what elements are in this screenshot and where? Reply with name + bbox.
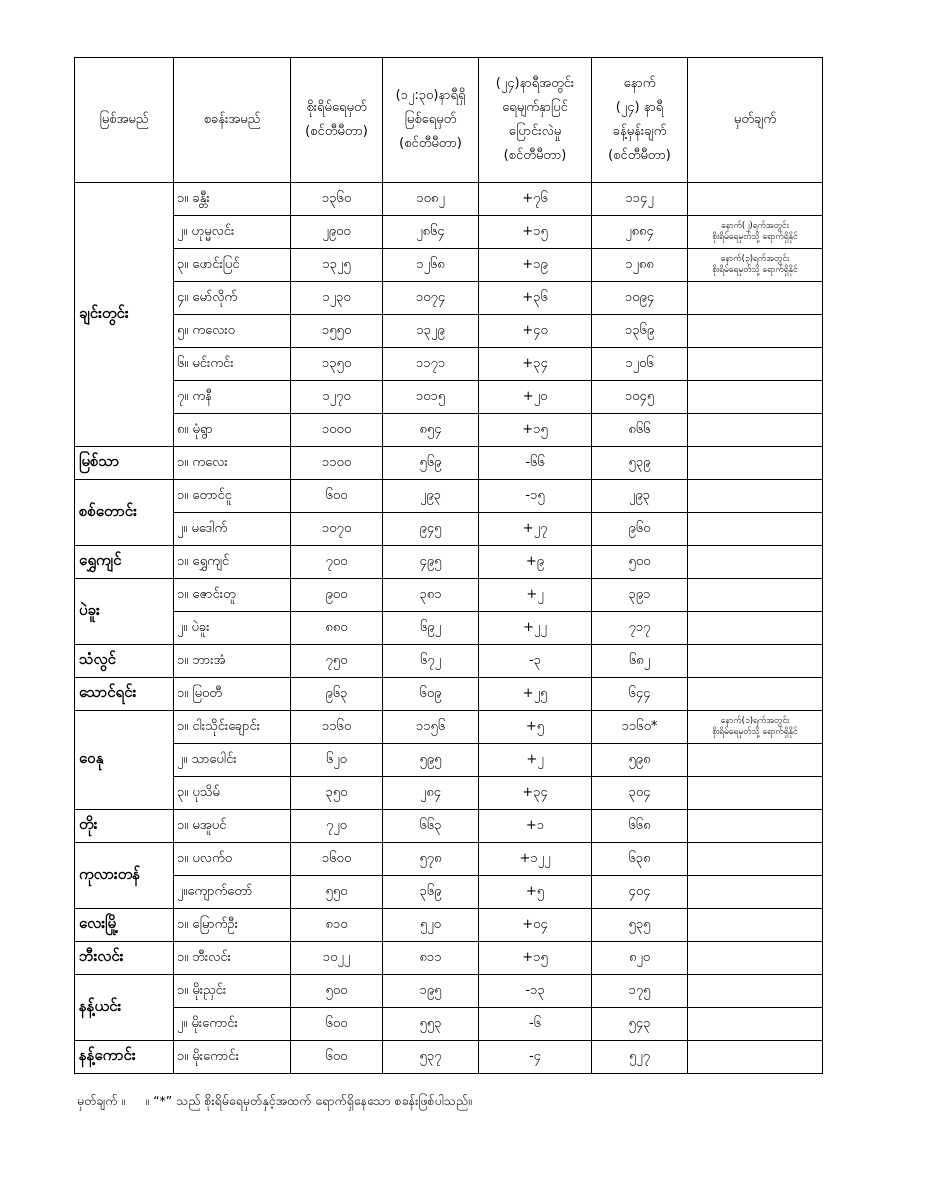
station-name-cell: ၂။ မိုးကောင်း: [174, 1008, 291, 1041]
station-name-cell: ၅။ ကလေးဝ: [174, 315, 291, 348]
header-remarks: [688, 58, 823, 183]
remark-cell: [688, 678, 823, 711]
table-row: [75, 843, 823, 876]
table-row: [75, 975, 823, 1008]
river-name-cell: ဝေနု: [75, 711, 174, 810]
change-cell: -၁၅: [479, 480, 592, 513]
station-name-cell: ၂။ သာပေါင်း: [174, 744, 291, 777]
river-name-cell: ရွှေကျင်: [75, 546, 174, 579]
current-level-cell: ၂၈၄: [383, 777, 479, 810]
forecast-cell: ၆၄၄: [592, 678, 688, 711]
change-cell: +၂: [479, 744, 592, 777]
danger-level-cell: ၁၅၅၀: [291, 315, 383, 348]
remark-line: စိုးရိမ်ရေမှတ်သို့ ရောက်ရှိနိုင်: [712, 232, 798, 242]
table-row: [75, 711, 823, 744]
header-line: (စင်တီမီတာ): [503, 148, 567, 163]
remark-cell: [688, 315, 823, 348]
danger-level-cell: ၁၂၇၀: [291, 381, 383, 414]
danger-level-cell: ၁၂၃၀: [291, 282, 383, 315]
danger-level-cell: ၆၀၀: [291, 1041, 383, 1074]
river-name-cell: နန့်ကောင်း: [75, 1041, 174, 1074]
station-name-cell: ၄။ မော်လိုက်: [174, 282, 291, 315]
water-level-table: [74, 57, 823, 1074]
flood-forecast-sheet: [74, 57, 822, 1074]
table-row: [75, 381, 823, 414]
change-cell: +၁၅: [479, 216, 592, 249]
danger-level-cell: ၉၀၀: [291, 579, 383, 612]
forecast-cell: ၁၀၄၅: [592, 381, 688, 414]
station-name-cell: ၇။ ကနီ: [174, 381, 291, 414]
current-level-cell: ၉၄၅: [383, 513, 479, 546]
station-name-cell: ၁။ မိုးကောင်း: [174, 1041, 291, 1074]
remark-cell: [688, 546, 823, 579]
table-row: [75, 1008, 823, 1041]
station-name-cell: ၁။ ကလေး: [174, 447, 291, 480]
danger-level-cell: ၅၀၀: [291, 975, 383, 1008]
table-row: [75, 579, 823, 612]
current-level-cell: ၈၁၁: [383, 942, 479, 975]
current-level-cell: ၁၉၅: [383, 975, 479, 1008]
table-row: [75, 678, 823, 711]
remark-cell: [688, 777, 823, 810]
forecast-cell: ၁၂၈၈: [592, 249, 688, 282]
station-name-cell: ၁။ မြောက်ဦး: [174, 909, 291, 942]
change-cell: +၁၅: [479, 942, 592, 975]
station-name-cell: ၁။ ဘားအံ: [174, 645, 291, 678]
forecast-cell: ၅၃၉: [592, 447, 688, 480]
current-level-cell: ၃၈၁: [383, 579, 479, 612]
current-level-cell: ၈၅၄: [383, 414, 479, 447]
table-row: [75, 777, 823, 810]
change-cell: +၁၅: [479, 414, 592, 447]
table-row: [75, 810, 823, 843]
station-name-cell: ၃။ ဖောင်းပြင်: [174, 249, 291, 282]
header-line: (စင်တီမီတာ): [608, 148, 671, 163]
danger-level-cell: ၇၀၀: [291, 546, 383, 579]
forecast-cell: ၂၉၃: [592, 480, 688, 513]
header-river-name: [75, 58, 174, 183]
header-line: နောက်: [623, 76, 656, 91]
change-cell: +၅: [479, 711, 592, 744]
remark-line: စိုးရိမ်ရေမှတ်သို့ ရောက်ရှိနိုင်: [712, 265, 798, 275]
forecast-cell: ၆၈၂: [592, 645, 688, 678]
station-name-cell: ၃။ ပုသိမ်: [174, 777, 291, 810]
header-line: မြစ်အမည်: [99, 112, 149, 127]
current-level-cell: ၅၉၅: [383, 744, 479, 777]
current-level-cell: ၁၀၇၄: [383, 282, 479, 315]
forecast-cell: ၁၁၄၂: [592, 183, 688, 216]
current-level-cell: ၆၆၃: [383, 810, 479, 843]
danger-level-cell: ၆၀၀: [291, 1008, 383, 1041]
change-cell: +၂၅: [479, 678, 592, 711]
header-line: စခန်းအမည်: [203, 112, 261, 127]
remark-cell: [688, 282, 823, 315]
danger-level-cell: ၁၁၀၀: [291, 447, 383, 480]
river-name-cell: တိုး: [75, 810, 174, 843]
change-cell: +၃၆: [479, 282, 592, 315]
remark-cell: [688, 711, 823, 744]
remark-cell: [688, 942, 823, 975]
current-level-cell: ၁၀၈၂: [383, 183, 479, 216]
header-line: စိုးရိမ်ရေမှတ်: [306, 100, 367, 115]
danger-level-cell: ၁၀၀၀: [291, 414, 383, 447]
header-line: (စင်တီမီတာ): [305, 124, 368, 139]
header-line: (စင်တီမီတာ): [399, 136, 462, 151]
remark-cell: [688, 876, 823, 909]
station-name-cell: ၁။ မအူပင်: [174, 810, 291, 843]
danger-level-cell: ၃၅၀: [291, 777, 383, 810]
station-name-cell: ၆။ မင်းကင်း: [174, 348, 291, 381]
forecast-cell: ၈၆၆: [592, 414, 688, 447]
change-cell: +၂၂: [479, 612, 592, 645]
table-row: [75, 645, 823, 678]
current-level-cell: ၂၈၆၄: [383, 216, 479, 249]
current-level-cell: ၅၂၀: [383, 909, 479, 942]
forecast-cell: ၉၆၀: [592, 513, 688, 546]
change-cell: +၂၇: [479, 513, 592, 546]
header-current-level: [383, 58, 479, 183]
forecast-cell: ၂၈၈၄: [592, 216, 688, 249]
change-cell: +၂၀: [479, 381, 592, 414]
forecast-cell: ၅၀၀: [592, 546, 688, 579]
table-row: [75, 942, 823, 975]
river-name-cell: သံလွင်: [75, 645, 174, 678]
current-level-cell: ၁၂၆၈: [383, 249, 479, 282]
table-row: [75, 876, 823, 909]
forecast-cell: ၁၇၅: [592, 975, 688, 1008]
table-row: [75, 414, 823, 447]
table-row: [75, 216, 823, 249]
danger-level-cell: ၁၃၆၀: [291, 183, 383, 216]
forecast-cell: ၃၉၁: [592, 579, 688, 612]
danger-level-cell: ၁၁၆၀: [291, 711, 383, 744]
remark-cell: [688, 348, 823, 381]
change-cell: -၄: [479, 1041, 592, 1074]
header-line: (၂၄)နာရီအတွင်း: [495, 76, 575, 91]
remark-cell: [688, 645, 823, 678]
danger-level-cell: ၉၆၃: [291, 678, 383, 711]
river-name-cell: မြစ်သာ: [75, 447, 174, 480]
table-row: [75, 513, 823, 546]
change-cell: +၃၄: [479, 777, 592, 810]
remark-cell: [688, 810, 823, 843]
station-name-cell: ၁။ မြဝတီ: [174, 678, 291, 711]
station-name-cell: ၁။ ခန္တီး: [174, 183, 291, 216]
remark-cell: [688, 579, 823, 612]
table-row: [75, 1041, 823, 1074]
header-line: မှတ်ချက်: [733, 112, 777, 127]
current-level-cell: ၁၁၇၁: [383, 348, 479, 381]
table-row: [75, 282, 823, 315]
river-name-cell: ချင်းတွင်း: [75, 183, 174, 447]
current-level-cell: ၆၉၂: [383, 612, 479, 645]
river-name-cell: ပဲခူး: [75, 579, 174, 645]
change-cell: -၁၃: [479, 975, 592, 1008]
header-line: ရေမျက်နှာပြင်: [502, 100, 568, 115]
remark-cell: [688, 843, 823, 876]
table-row: [75, 744, 823, 777]
remark-line: နောက်(၂)ရက်အတွင်း: [721, 221, 789, 231]
current-level-cell: ၆၇၂: [383, 645, 479, 678]
remark-cell: [688, 381, 823, 414]
current-level-cell: ၄၉၅: [383, 546, 479, 579]
table-row: [75, 315, 823, 348]
change-cell: +၁၂၂: [479, 843, 592, 876]
river-name-cell: သောင်ရင်း: [75, 678, 174, 711]
table-row: [75, 546, 823, 579]
danger-level-cell: ၁၀၂၂: [291, 942, 383, 975]
remark-cell: [688, 480, 823, 513]
table-row: [75, 909, 823, 942]
change-cell: +၅: [479, 876, 592, 909]
forecast-cell: ၁၁၆၀*: [592, 711, 688, 744]
danger-level-cell: ၁၀၇၀: [291, 513, 383, 546]
header-line: (၁၂:၃၀)နာရီရှိ: [395, 88, 466, 103]
forecast-cell: ၅၃၅: [592, 909, 688, 942]
station-name-cell: ၁။ ငါးသိုင်းချောင်း: [174, 711, 291, 744]
river-name-cell: လေးမြို့: [75, 909, 174, 942]
danger-level-cell: ၂၉၀၀: [291, 216, 383, 249]
station-name-cell: ၂။ မဒေါက်: [174, 513, 291, 546]
header-24h-forecast: [592, 58, 688, 183]
station-name-cell: ၁။ ဘီးလင်း: [174, 942, 291, 975]
remark-cell: [688, 183, 823, 216]
remark-cell: [688, 909, 823, 942]
change-cell: +၇၆: [479, 183, 592, 216]
danger-level-cell: ၇၅၀: [291, 645, 383, 678]
change-cell: +၂: [479, 579, 592, 612]
header-danger-level: [291, 58, 383, 183]
river-name-cell: နန့်ယင်း: [75, 975, 174, 1041]
header-row: [75, 58, 823, 183]
remark-cell: [688, 216, 823, 249]
current-level-cell: ၂၉၃: [383, 480, 479, 513]
station-name-cell: ၈။ မုံရွာ: [174, 414, 291, 447]
station-name-cell: ၂။ ပဲခူး: [174, 612, 291, 645]
current-level-cell: ၆၀၉: [383, 678, 479, 711]
remark-cell: [688, 249, 823, 282]
station-name-cell: ၂။ ဟုမ္မလင်း: [174, 216, 291, 249]
current-level-cell: ၁၀၁၅: [383, 381, 479, 414]
current-level-cell: ၅၇၈: [383, 843, 479, 876]
change-cell: -၃: [479, 645, 592, 678]
change-cell: +၁: [479, 810, 592, 843]
forecast-cell: ၅၄၃: [592, 1008, 688, 1041]
danger-level-cell: ၆၀၀: [291, 480, 383, 513]
station-name-cell: ၁။ ပလက်ဝ: [174, 843, 291, 876]
current-level-cell: ၃၆၉: [383, 876, 479, 909]
table-row: [75, 183, 823, 216]
remark-cell: [688, 513, 823, 546]
change-cell: +၉: [479, 546, 592, 579]
station-name-cell: ၁။ မိုးညှင်း: [174, 975, 291, 1008]
river-name-cell: ကုလားတန်: [75, 843, 174, 909]
footnote: [77, 1093, 472, 1112]
change-cell: +၄၀: [479, 315, 592, 348]
header-line: မြစ်ရေမှတ်: [404, 112, 457, 127]
current-level-cell: ၅၃၇: [383, 1041, 479, 1074]
river-name-cell: စစ်တောင်း: [75, 480, 174, 546]
remark-line: စိုးရိမ်ရေမှတ်သို့ ရောက်ရှိနိုင်: [712, 727, 798, 737]
forecast-cell: ၅၉၈: [592, 744, 688, 777]
change-cell: +၃၄: [479, 348, 592, 381]
remark-cell: [688, 612, 823, 645]
change-cell: +၁၉: [479, 249, 592, 282]
river-name-cell: ဘီးလင်း: [75, 942, 174, 975]
current-level-cell: ၅၆၉: [383, 447, 479, 480]
remark-cell: [688, 1041, 823, 1074]
current-level-cell: ၅၅၃: [383, 1008, 479, 1041]
current-level-cell: ၁၃၂၉: [383, 315, 479, 348]
remark-cell: [688, 414, 823, 447]
table-row: [75, 249, 823, 282]
header-24h-change: [479, 58, 592, 183]
remark-line: နောက်(၁)ရက်အတွင်း: [720, 716, 790, 726]
forecast-cell: ၇၁၇: [592, 612, 688, 645]
station-name-cell: ၁။ တောင်ငူ: [174, 480, 291, 513]
station-name-cell: ၁။ ရွှေကျင်: [174, 546, 291, 579]
forecast-cell: ၅၂၇: [592, 1041, 688, 1074]
change-cell: -၆: [479, 1008, 592, 1041]
danger-level-cell: ၇၂၀: [291, 810, 383, 843]
forecast-cell: ၃၀၄: [592, 777, 688, 810]
forecast-cell: ၄၀၄: [592, 876, 688, 909]
remark-line: နောက်(၃)ရက်အတွင်း: [720, 254, 790, 264]
change-cell: +၀၄: [479, 909, 592, 942]
current-level-cell: ၁၁၅၆: [383, 711, 479, 744]
table-row: [75, 348, 823, 381]
footnote-text: ။ “*” သည် စိုးရိမ်ရေမှတ်နှင့်အထက် ရောက်ရှိနေသော စခန်းဖြစ်ပါသည်။: [145, 1093, 472, 1108]
remark-cell: [688, 744, 823, 777]
forecast-cell: ၁၃၆၉: [592, 315, 688, 348]
danger-level-cell: ၁၃၅၀: [291, 348, 383, 381]
table-row: [75, 480, 823, 513]
change-cell: -၆၆: [479, 447, 592, 480]
remark-cell: [688, 447, 823, 480]
danger-level-cell: ၆၂၀: [291, 744, 383, 777]
remark-cell: [688, 1008, 823, 1041]
header-line: ခန့်မှန်းချက်: [612, 124, 667, 139]
station-name-cell: ၁။ ဇောင်းတူ: [174, 579, 291, 612]
footnote-label: မှတ်ချက် ။: [77, 1093, 126, 1108]
table-row: [75, 447, 823, 480]
danger-level-cell: ၈၈၀: [291, 612, 383, 645]
forecast-cell: ၆၃၈: [592, 843, 688, 876]
table-body: [75, 183, 823, 1074]
forecast-cell: ၁၀၉၄: [592, 282, 688, 315]
header-line: (၂၄) နာရီ: [615, 100, 664, 115]
header-station-name: [174, 58, 291, 183]
forecast-cell: ၈၂၀: [592, 942, 688, 975]
danger-level-cell: ၈၁၀: [291, 909, 383, 942]
remark-cell: [688, 975, 823, 1008]
header-line: ပြောင်းလဲမှု: [508, 124, 562, 139]
forecast-cell: ၁၂၀၆: [592, 348, 688, 381]
danger-level-cell: ၁၃၂၅: [291, 249, 383, 282]
danger-level-cell: ၁၆၀၀: [291, 843, 383, 876]
table-row: [75, 612, 823, 645]
danger-level-cell: ၅၅၀: [291, 876, 383, 909]
forecast-cell: ၆၆၈: [592, 810, 688, 843]
station-name-cell: ၂။ကျောက်တော်: [174, 876, 291, 909]
